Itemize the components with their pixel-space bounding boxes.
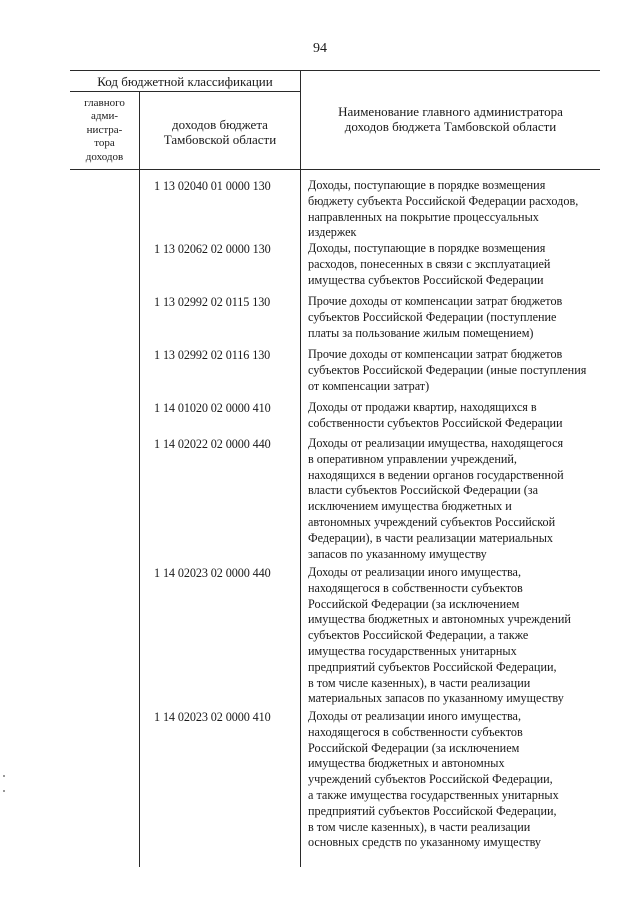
header-group-divider — [70, 91, 300, 92]
row-description-line: имущества бюджетных и автономных — [308, 756, 505, 771]
row-description — [308, 241, 600, 288]
header-col-name-line: доходов бюджета Тамбовской области — [344, 119, 557, 134]
header-col-income — [140, 117, 300, 147]
row-description-line: бюджету субъекта Российской Федерации расходов, — [308, 193, 579, 208]
header-col-admin — [70, 97, 139, 164]
row-description-line: Прочие доходы от компенсации затрат бюджетов — [308, 347, 563, 361]
row-description-line: субъектов Российской Федерации (поступление — [308, 309, 557, 324]
row-description-line: в том числе казенных), в части реализации — [308, 675, 531, 690]
row-description-line: находящихся в ведении органов государственной — [308, 467, 564, 482]
header-group-title: Код бюджетной классификации — [97, 74, 273, 89]
row-description-line: Доходы от реализации иного имущества, — [308, 565, 522, 579]
row-description-line: власти субъектов Российской Федерации (за — [308, 483, 538, 498]
row-description-line: имущества бюджетных и автономных учреждений — [308, 612, 571, 627]
row-description-line: Доходы от реализации имущества, находящегося — [308, 436, 564, 450]
header-bottom-border — [70, 169, 600, 170]
header-col-name — [301, 104, 600, 134]
row-description — [308, 436, 600, 562]
header-col-income-line: Тамбовской области — [163, 132, 277, 147]
row-description-line: в том числе казенных), в части реализации — [308, 819, 531, 834]
row-code: 1 14 01020 02 0000 410 — [154, 401, 271, 415]
col-divider-name — [300, 70, 301, 867]
row-description-line: находящегося в собственности субъектов — [308, 724, 523, 739]
row-code: 1 14 02022 02 0000 440 — [154, 437, 271, 451]
row-description-line: запасов по указанному имуществу — [308, 546, 487, 561]
row-description-line: от компенсации затрат) — [308, 378, 430, 393]
row-description-line: субъектов Российской Федерации, а также — [308, 628, 529, 643]
row-description — [308, 178, 600, 241]
page-number: 94 — [313, 41, 327, 56]
header-col-admin-line: тора — [94, 137, 115, 150]
row-code: 1 14 02023 02 0000 440 — [154, 566, 271, 580]
row-description-line: в оперативном управлении учреждений, — [308, 451, 517, 466]
scan-speck — [3, 775, 5, 777]
row-description — [308, 565, 600, 707]
header-col-admin-line: адми- — [91, 110, 118, 123]
row-code: 1 13 02062 02 0000 130 — [154, 242, 271, 256]
row-description-line: предприятий субъектов Российской Федерации, — [308, 803, 557, 818]
row-description-line: предприятий субъектов Российской Федерации, — [308, 659, 557, 674]
row-description-line: Российской Федерации (за исключением — [308, 740, 520, 755]
row-description — [308, 400, 600, 432]
header-col-admin-line: нистра- — [86, 123, 123, 136]
col-divider-admin — [139, 91, 140, 867]
row-description-line: Доходы от продажи квартир, находящихся в — [308, 400, 537, 414]
row-description-line: Прочие доходы от компенсации затрат бюджетов — [308, 294, 563, 308]
row-description-line: находящегося в собственности субъектов — [308, 580, 523, 595]
row-description — [308, 709, 600, 851]
row-description-line: издержек — [308, 225, 357, 240]
row-code: 1 13 02992 02 0115 130 — [154, 295, 271, 309]
row-description-line: основных средств по указанному имуществу — [308, 835, 541, 850]
row-description-line: автономных учреждений субъектов Российской — [308, 514, 556, 529]
row-description-line: Федерации), в части реализации материальных — [308, 530, 553, 545]
row-description — [308, 347, 600, 394]
row-description — [308, 294, 600, 341]
row-description-line: Российской Федерации (за исключением — [308, 596, 520, 611]
row-code: 1 14 02023 02 0000 410 — [154, 710, 271, 724]
row-description-line: Доходы от реализации иного имущества, — [308, 709, 522, 723]
row-description-line: учреждений субъектов Российской Федерации, — [308, 772, 553, 787]
row-code: 1 13 02992 02 0116 130 — [154, 348, 271, 362]
row-description-line: исключением имущества бюджетных и — [308, 499, 512, 514]
row-description-line: а также имущества государственных унитарных — [308, 787, 559, 802]
row-description-line: платы за пользование жилым помещением) — [308, 325, 534, 340]
header-col-name-line: Наименование главного администратора — [338, 104, 563, 119]
row-description-line: Доходы, поступающие в порядке возмещения — [308, 178, 546, 192]
table-top-border — [70, 70, 600, 71]
row-description-line: Доходы, поступающие в порядке возмещения — [308, 241, 546, 255]
row-description-line: материальных запасов по указанному имуществу — [308, 691, 564, 706]
header-col-income-line: доходов бюджета — [172, 117, 268, 132]
row-code: 1 13 02040 01 0000 130 — [154, 179, 271, 193]
header-col-admin-line: главного — [84, 97, 125, 109]
row-description-line: субъектов Российской Федерации (иные поступления — [308, 362, 587, 377]
header-col-admin-line: доходов — [85, 150, 124, 163]
scan-speck — [3, 790, 5, 792]
row-description-line: расходов, понесенных в связи с эксплуатацией — [308, 256, 551, 271]
row-description-line: имущества субъектов Российской Федерации — [308, 272, 544, 287]
row-description-line: направленных на покрытие процессуальных — [308, 209, 539, 224]
row-description-line: имущества государственных унитарных — [308, 643, 517, 658]
row-description-line: собственности субъектов Российской Федерации — [308, 415, 563, 430]
